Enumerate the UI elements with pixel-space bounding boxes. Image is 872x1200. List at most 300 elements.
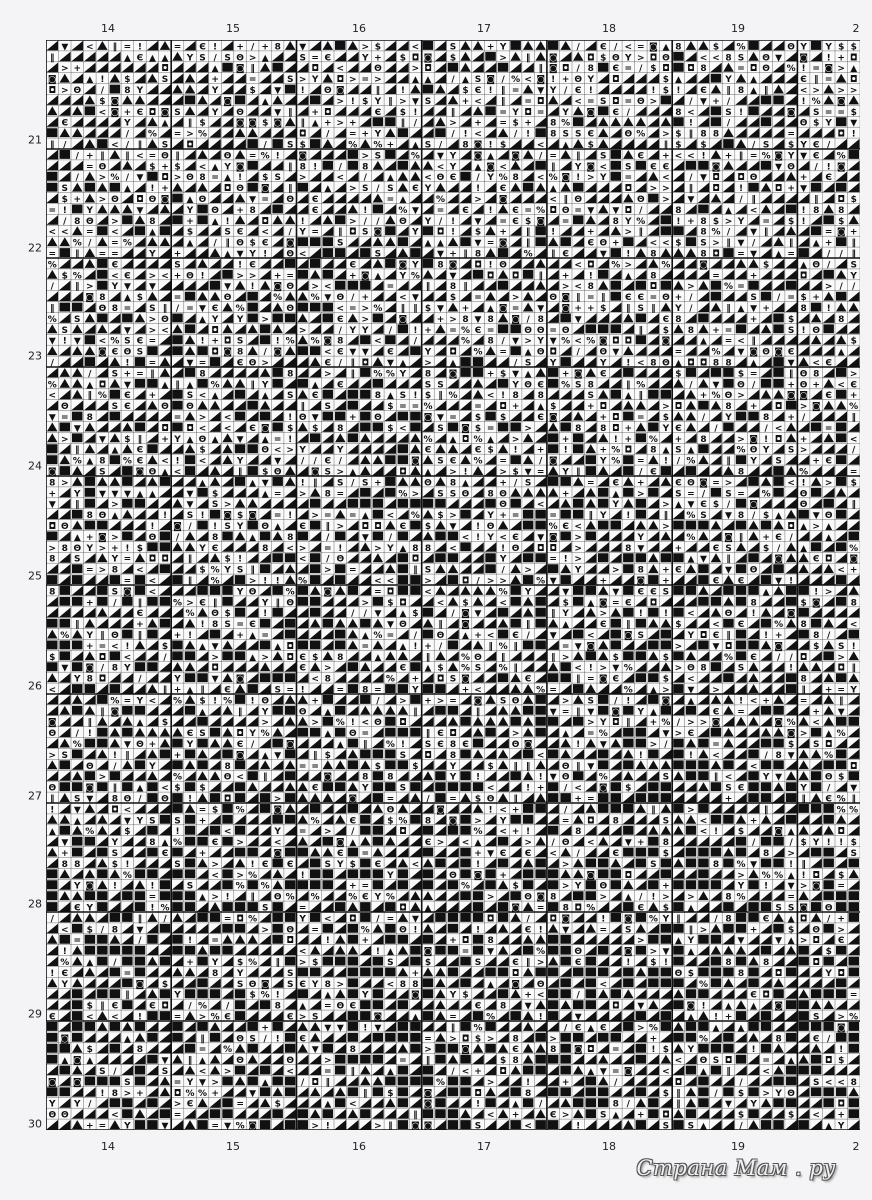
svg-text:▲: ▲ (462, 478, 469, 489)
svg-text:!: ! (263, 609, 268, 620)
svg-text:Y: Y (850, 685, 857, 696)
svg-text:/: / (138, 674, 142, 685)
svg-text:>: > (349, 216, 357, 227)
svg-text:▼: ▼ (411, 914, 419, 925)
svg-text:=: = (787, 293, 795, 304)
svg-text:8: 8 (800, 620, 807, 631)
svg-text:$: $ (662, 75, 670, 86)
svg-text:Y: Y (412, 260, 419, 271)
svg-text:S: S (374, 249, 382, 260)
svg-text:▲: ▲ (249, 652, 257, 663)
svg-text:Є: Є (737, 576, 745, 587)
svg-text:8: 8 (775, 750, 782, 761)
svg-text:/: / (288, 227, 292, 238)
svg-text:%: % (235, 1121, 245, 1130)
svg-text:‖: ‖ (438, 620, 443, 631)
svg-text:=: = (324, 511, 332, 522)
svg-text:8: 8 (211, 532, 219, 543)
svg-text:▼: ▼ (537, 304, 545, 314)
svg-text:%: % (686, 511, 696, 522)
svg-text:Є: Є (449, 173, 457, 184)
svg-text:◘: ◘ (561, 64, 570, 75)
svg-text:Θ: Θ (636, 96, 645, 107)
svg-text:8: 8 (412, 543, 419, 554)
svg-text:$: $ (124, 75, 131, 86)
svg-text:8: 8 (612, 1099, 619, 1110)
svg-text:▼: ▼ (487, 849, 495, 859)
svg-text:>: > (837, 925, 845, 936)
svg-text:8: 8 (236, 347, 244, 358)
svg-text:Y: Y (499, 554, 507, 565)
svg-text:8: 8 (512, 1056, 519, 1067)
svg-text:+: + (762, 532, 770, 543)
svg-text:/: / (363, 173, 367, 184)
svg-text:◘: ◘ (699, 631, 708, 641)
svg-text:‖: ‖ (713, 772, 719, 783)
svg-text:/: / (751, 238, 756, 249)
svg-text:=: = (286, 685, 294, 696)
svg-text:▲: ▲ (787, 914, 795, 925)
svg-text:◘: ◘ (311, 1077, 319, 1088)
svg-text:=: = (587, 729, 595, 740)
svg-text:+: + (424, 696, 432, 707)
svg-text:◙: ◙ (461, 620, 470, 631)
svg-text:Y: Y (600, 173, 607, 184)
svg-text:$: $ (412, 761, 419, 772)
svg-text:Є: Є (512, 631, 519, 641)
svg-text:Y: Y (199, 543, 206, 554)
svg-text:‖: ‖ (137, 434, 143, 445)
svg-text:<: < (574, 282, 582, 293)
svg-text:!: ! (851, 129, 856, 140)
svg-text:/: / (413, 118, 418, 129)
svg-text:!: ! (463, 129, 468, 140)
svg-text:=: = (298, 903, 307, 914)
svg-text:+: + (411, 674, 420, 685)
svg-text:Є: Є (599, 42, 607, 53)
svg-text:S: S (787, 445, 795, 456)
svg-text:▲: ▲ (687, 445, 695, 456)
svg-text:Θ: Θ (486, 794, 495, 805)
svg-text:/: / (526, 914, 530, 925)
svg-text:%: % (285, 587, 295, 598)
svg-text:/: / (113, 598, 117, 609)
svg-text:+: + (799, 434, 808, 445)
svg-text:/: / (789, 838, 793, 849)
svg-text:◙: ◙ (223, 96, 232, 107)
svg-text:>: > (524, 423, 532, 434)
svg-text:!: ! (663, 958, 668, 968)
svg-text:▲: ▲ (324, 707, 332, 718)
svg-text:+: + (361, 936, 370, 947)
svg-text:+: + (136, 620, 144, 631)
svg-text:/: / (250, 42, 255, 53)
svg-text:$: $ (474, 413, 482, 423)
svg-text:Y: Y (224, 162, 231, 173)
svg-text:=: = (86, 162, 94, 173)
svg-text:>: > (712, 238, 720, 249)
svg-text:%: % (210, 380, 220, 391)
svg-text:Θ: Θ (824, 772, 833, 783)
svg-text:<: < (336, 304, 345, 314)
svg-text:▲: ▲ (737, 304, 745, 314)
svg-text:Є: Є (524, 849, 532, 859)
svg-text:▼: ▼ (411, 205, 419, 216)
svg-text:▲: ▲ (562, 620, 570, 631)
svg-text:◘: ◘ (399, 598, 407, 609)
svg-text:Θ: Θ (148, 532, 157, 543)
svg-text:>: > (248, 576, 257, 587)
svg-text:=: = (111, 238, 119, 249)
svg-text:‖: ‖ (375, 86, 381, 96)
svg-text:=: = (273, 434, 282, 445)
svg-text:‖: ‖ (801, 794, 806, 805)
svg-text:$: $ (424, 958, 432, 968)
svg-text:!: ! (475, 522, 481, 532)
svg-text:Є: Є (387, 347, 394, 358)
svg-text:8: 8 (199, 369, 206, 380)
svg-text:/: / (326, 129, 330, 140)
svg-text:>: > (98, 195, 107, 205)
svg-text:‖: ‖ (425, 1056, 431, 1067)
svg-text:◙: ◙ (98, 532, 107, 543)
svg-text:S: S (149, 304, 156, 314)
svg-text:=: = (98, 1121, 107, 1130)
svg-text:+: + (61, 849, 69, 859)
svg-text:‖: ‖ (75, 620, 80, 631)
svg-text:=: = (173, 42, 182, 53)
svg-text:‖: ‖ (726, 86, 731, 96)
svg-text:Є: Є (124, 402, 131, 413)
svg-text:Y: Y (236, 587, 244, 598)
svg-text:Y: Y (762, 445, 770, 456)
svg-text:=: = (624, 64, 633, 75)
svg-text:!: ! (475, 532, 481, 543)
svg-text:S: S (286, 968, 294, 979)
svg-text:▲: ▲ (311, 380, 319, 391)
svg-text:▲: ▲ (674, 358, 682, 369)
svg-text:%: % (498, 663, 508, 674)
svg-text:▼: ▼ (574, 1012, 582, 1023)
svg-text:!: ! (701, 151, 706, 162)
svg-text:Є: Є (574, 958, 582, 968)
svg-text:Θ: Θ (812, 260, 821, 271)
svg-text:>: > (436, 838, 445, 849)
svg-text:◘: ◘ (624, 184, 633, 195)
svg-text:Є: Є (812, 1034, 820, 1045)
svg-text:=: = (824, 423, 833, 434)
svg-text:+: + (173, 750, 182, 761)
svg-text:S: S (324, 467, 332, 478)
svg-text:+: + (524, 118, 532, 129)
svg-text:Є: Є (812, 554, 820, 565)
svg-text:Θ: Θ (323, 86, 332, 96)
svg-text:▲: ▲ (386, 173, 394, 184)
svg-text:◙: ◙ (586, 107, 596, 118)
svg-text:‖: ‖ (626, 718, 631, 729)
svg-text:Є: Є (299, 522, 307, 532)
svg-text:Є: Є (800, 75, 807, 86)
svg-text:!: ! (50, 805, 55, 816)
svg-text:=: = (386, 914, 395, 925)
svg-text:Θ: Θ (223, 772, 232, 783)
svg-text:‖: ‖ (550, 609, 556, 620)
svg-text:S: S (399, 783, 407, 794)
svg-text:<: < (111, 227, 119, 238)
svg-text:Θ: Θ (662, 358, 670, 369)
svg-text:8: 8 (462, 314, 469, 325)
svg-text:<: < (749, 761, 758, 772)
svg-text:=: = (349, 129, 357, 140)
svg-text:!: ! (150, 184, 155, 195)
svg-text:$: $ (124, 434, 131, 445)
svg-text:%: % (523, 249, 533, 260)
svg-text:+: + (449, 936, 457, 947)
svg-text:S: S (700, 238, 707, 249)
svg-text:<: < (136, 151, 144, 162)
svg-text:>: > (574, 532, 582, 543)
svg-text:<: < (524, 1121, 532, 1130)
svg-text:!: ! (238, 260, 243, 271)
svg-text:Є: Є (612, 478, 620, 489)
svg-text:<: < (148, 576, 157, 587)
svg-text:▼: ▼ (599, 1067, 607, 1077)
svg-text:<: < (712, 620, 720, 631)
svg-text:$: $ (737, 369, 745, 380)
svg-text:/: / (100, 86, 105, 96)
svg-text:S: S (61, 750, 69, 761)
svg-text:>: > (599, 663, 608, 674)
svg-text:Θ: Θ (211, 205, 219, 216)
svg-text:$: $ (249, 238, 256, 249)
svg-text:◘: ◘ (587, 53, 595, 64)
svg-text:◙: ◙ (448, 816, 458, 827)
svg-text:8: 8 (775, 1034, 782, 1045)
svg-text:%: % (373, 369, 383, 380)
svg-text:%: % (536, 685, 546, 696)
svg-text:=: = (737, 282, 745, 293)
svg-text:+: + (86, 1121, 94, 1130)
svg-text:◘: ◘ (624, 205, 633, 216)
svg-text:!: ! (225, 892, 230, 903)
svg-text:!: ! (413, 391, 418, 402)
svg-text:!: ! (764, 434, 769, 445)
svg-text:‖: ‖ (287, 162, 293, 173)
svg-text:◙: ◙ (523, 740, 533, 750)
svg-text:!: ! (463, 467, 468, 478)
svg-text:>: > (361, 304, 370, 314)
svg-text:◘: ◘ (98, 652, 107, 663)
svg-text:<: < (48, 685, 57, 696)
svg-text:/: / (526, 314, 530, 325)
svg-text:=: = (324, 1001, 332, 1012)
svg-text:$: $ (199, 783, 206, 794)
svg-text:Y: Y (86, 205, 94, 216)
svg-text:Y: Y (362, 990, 369, 1001)
svg-text:◙: ◙ (373, 227, 383, 238)
svg-text:%: % (197, 129, 208, 140)
svg-text:◙: ◙ (786, 609, 796, 620)
svg-text:‖: ‖ (50, 53, 55, 64)
svg-text:Θ: Θ (561, 325, 570, 336)
svg-text:Y: Y (236, 968, 244, 979)
svg-text:>: > (724, 216, 733, 227)
svg-text:Θ: Θ (223, 293, 232, 304)
svg-text:!: ! (250, 859, 255, 870)
svg-text:8: 8 (800, 304, 807, 314)
svg-text:Y: Y (800, 783, 807, 794)
svg-text:%: % (348, 892, 358, 903)
svg-text:Є: Є (336, 849, 344, 859)
svg-text:$: $ (850, 195, 857, 205)
svg-text:!: ! (350, 96, 355, 107)
svg-text:/: / (564, 86, 568, 96)
svg-text:▼: ▼ (737, 347, 745, 358)
svg-text:<: < (286, 543, 294, 554)
svg-text:=: = (123, 42, 132, 53)
svg-text:+: + (198, 816, 207, 827)
svg-text:Є: Є (474, 86, 482, 96)
svg-text:◙: ◙ (498, 304, 508, 314)
svg-text:>: > (812, 522, 820, 532)
svg-text:=: = (173, 1012, 182, 1023)
svg-text:>: > (699, 925, 708, 936)
svg-text:+: + (511, 1110, 520, 1121)
svg-text:▲: ▲ (474, 162, 482, 173)
col-label-bottom-4: 18 (602, 1140, 616, 1153)
svg-text:/: / (714, 1088, 718, 1099)
svg-text:+: + (198, 849, 207, 859)
svg-text:▲: ▲ (374, 271, 382, 282)
svg-text:‖: ‖ (626, 620, 631, 631)
svg-text:◘: ◘ (98, 674, 107, 685)
svg-text:$: $ (662, 674, 670, 685)
svg-text:/: / (501, 75, 505, 86)
svg-text:◙: ◙ (335, 838, 345, 849)
svg-text:‖: ‖ (250, 565, 255, 576)
svg-text:‖: ‖ (137, 914, 143, 925)
svg-text:▲: ▲ (249, 478, 257, 489)
svg-text:S: S (186, 511, 194, 522)
svg-text:▲: ▲ (662, 42, 670, 53)
svg-text:▲: ▲ (148, 53, 156, 64)
svg-text:=: = (336, 685, 345, 696)
svg-text:!: ! (576, 173, 581, 184)
svg-text:=: = (749, 151, 758, 162)
svg-text:=: = (511, 86, 520, 96)
svg-text:▲: ▲ (424, 238, 432, 249)
svg-text:Є: Є (324, 53, 332, 64)
svg-text:>: > (799, 881, 808, 892)
svg-text:◙: ◙ (649, 42, 658, 53)
svg-text:‖: ‖ (300, 402, 305, 413)
svg-text:Є: Є (136, 609, 144, 620)
svg-text:%: % (260, 881, 270, 892)
svg-text:$: $ (224, 609, 231, 620)
svg-text:!: ! (839, 838, 844, 849)
svg-text:S: S (449, 489, 457, 500)
svg-text:<: < (136, 565, 144, 576)
svg-text:Y: Y (687, 631, 695, 641)
svg-text:%: % (586, 903, 596, 914)
svg-text:Y: Y (236, 522, 244, 532)
svg-text:%: % (385, 740, 395, 750)
svg-text:/: / (827, 260, 831, 271)
svg-text:‖: ‖ (413, 565, 418, 576)
svg-text:▼: ▼ (737, 936, 745, 947)
svg-text:/: / (376, 914, 380, 925)
svg-text:/: / (513, 478, 518, 489)
svg-text:S: S (574, 380, 582, 391)
svg-text:!: ! (488, 205, 493, 216)
svg-text:<: < (699, 827, 708, 838)
svg-text:▼: ▼ (700, 96, 707, 107)
svg-text:‖: ‖ (363, 1088, 368, 1099)
svg-text:◙: ◙ (323, 772, 333, 783)
svg-text:‖: ‖ (601, 293, 606, 304)
svg-text:%: % (110, 696, 120, 707)
svg-text:>: > (298, 958, 307, 968)
svg-text:>: > (173, 173, 182, 184)
svg-text:<: < (286, 1067, 294, 1077)
svg-text:/: / (789, 652, 793, 663)
svg-text:%: % (498, 587, 508, 598)
svg-text:$: $ (412, 609, 419, 620)
svg-text:%: % (460, 663, 471, 674)
svg-text:‖: ‖ (575, 467, 581, 478)
svg-text:S: S (449, 674, 457, 685)
svg-text:Y: Y (562, 107, 569, 118)
svg-text:>: > (649, 740, 658, 750)
svg-text:=: = (361, 75, 370, 86)
svg-text:>: > (236, 838, 244, 849)
svg-text:<: < (461, 838, 470, 849)
svg-text:%: % (348, 140, 358, 151)
svg-text:%: % (310, 892, 320, 903)
svg-text:$: $ (662, 652, 670, 663)
svg-text:Θ: Θ (73, 86, 82, 96)
svg-text:◘: ◘ (799, 914, 808, 925)
svg-text:◘: ◘ (461, 1034, 470, 1045)
svg-text:◙: ◙ (60, 1034, 70, 1045)
svg-text:◙: ◙ (548, 532, 558, 543)
svg-text:‖: ‖ (538, 271, 543, 282)
svg-text:◙: ◙ (273, 805, 283, 816)
svg-text:/: / (639, 467, 643, 478)
col-label-bottom-0: 14 (101, 1140, 115, 1153)
svg-text:8: 8 (211, 968, 219, 979)
svg-text:<: < (574, 96, 582, 107)
svg-text:Y: Y (399, 369, 407, 380)
svg-text:▲: ▲ (311, 118, 319, 129)
svg-text:/: / (501, 336, 505, 347)
svg-text:8: 8 (149, 216, 156, 227)
svg-text:8: 8 (74, 216, 81, 227)
svg-text:%: % (260, 151, 270, 162)
svg-text:<: < (762, 1067, 770, 1077)
svg-text:%: % (285, 336, 295, 347)
svg-text:>: > (561, 282, 570, 293)
svg-text:>: > (637, 936, 645, 947)
svg-text:%: % (47, 314, 57, 325)
svg-text:/: / (751, 140, 756, 151)
svg-text:/: / (827, 631, 831, 641)
svg-text:◘: ◘ (749, 64, 758, 75)
svg-text:%: % (761, 870, 771, 881)
svg-text:=: = (812, 64, 820, 75)
svg-text:!: ! (801, 870, 806, 881)
svg-text:=: = (824, 227, 833, 238)
